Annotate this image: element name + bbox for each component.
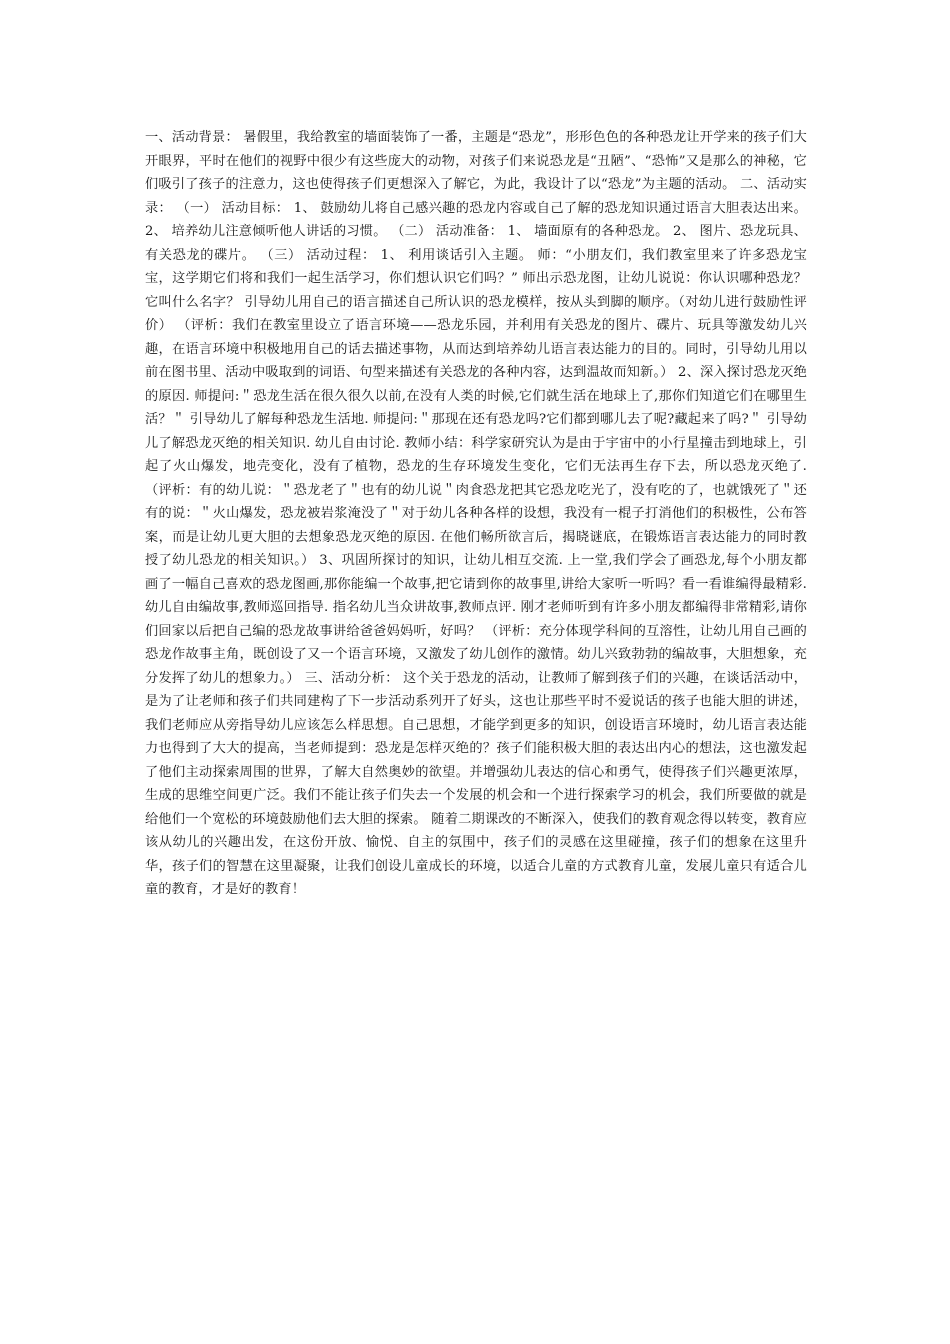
document-body [145, 126, 807, 902]
body-paragraph: 一、活动背景： 暑假里，我给教室的墙面装饰了一番，主题是“恐龙”，形形色色的各种恐龙让开学来的孩子们大开眼界，平时在他们的视野中很少有这些庞大的动物，对孩子们来说恐龙是“丑陋”、“恐怖”又是那么的神秘，它们吸引了孩子的注意力，这也使得孩子们更想深入了解它，为此，我设计了以“恐龙”为主题的活动。 二、活动实录： （一） 活动目标： 1、 鼓励幼儿将自己感兴趣的恐龙内容或自己了解的恐龙知识通过语言大胆表达出来。 2、 培养幼儿注意倾听他人讲话的习惯。 （二） 活动准备： 1、 墙面原有的各种恐龙。 2、 图片、恐龙玩具、有关恐龙的碟片。 （三） 活动过程： 1、 利用谈话引入主题。 师：“小朋友们，我们教室里来了许多恐龙宝宝，这学期它们将和我们一起生活学习，你们想认识它们吗？” 师出示恐龙图，让幼儿说说：你认识哪种恐龙？它叫什么名字？ 引导幼儿用自己的语言描述自己所认识的恐龙模样，按从头到脚的顺序。（对幼儿进行鼓励性评价） （评析：我们在教室里设立了语言环境——恐龙乐园，并利用有关恐龙的图片、碟片、玩具等激发幼儿兴趣，在语言环境中积极地用自己的话去描述事物，从而达到培养幼儿语言表达能力的目的。同时，引导幼儿用以前在图书里、活动中吸取到的词语、句型来描述有关恐龙的各种内容，达到温故而知新。） 2、深入探讨恐龙灭绝的原因. 师提问:＂恐龙生活在很久很久以前,在没有人类的时候,它们就生活在地球上了,那你们知道它们在哪里生活？＂ 引导幼儿了解每种恐龙生活地. 师提问:＂那现在还有恐龙吗?它们都到哪儿去了呢?藏起来了吗?＂ 引导幼儿了解恐龙灭绝的相关知识. 幼儿自由讨论. 教师小结：科学家研究认为是由于宇宙中的小行星撞击到地球上，引起了火山爆发，地壳变化，没有了植物，恐龙的生存环境发生变化，它们无法再生存下去，所以恐龙灭绝了. （评析：有的幼儿说：＂恐龙老了＂也有的幼儿说＂肉食恐龙把其它恐龙吃光了，没有吃的了，也就饿死了＂还有的说：＂火山爆发，恐龙被岩浆淹没了＂对于幼儿各种各样的设想，我没有一棍子打消他们的积极性，公布答案，而是让幼儿更大胆的去想象恐龙灭绝的原因. 在他们畅所欲言后，揭晓谜底，在锻炼语言表达能力的同时教授了幼儿恐龙的相关知识。） 3、巩固所探讨的知识，让幼儿相互交流. 上一堂,我们学会了画恐龙,每个小朋友都画了一幅自己喜欢的恐龙图画,那你能编一个故事,把它请到你的故事里,讲给大家听一听吗？看一看谁编得最精彩. 幼儿自由编故事,教师巡回指导. 指名幼儿当众讲故事,教师点评. 刚才老师听到有许多小朋友都编得非常精彩,请你们回家以后把自己编的恐龙故事讲给爸爸妈妈听，好吗？ （评析：充分体现学科间的互溶性，让幼儿用自己画的恐龙作故事主角，既创设了又一个语言环境，又激发了幼儿创作的激情。幼儿兴致勃勃的编故事，大胆想象，充分发挥了幼儿的想象力。） 三、活动分析： 这个关于恐龙的活动，让教师了解到孩子们的兴趣，在谈话活动中，是为了让老师和孩子们共同建构了下一步活动系列开了好头，这也让那些平时不爱说话的孩子也能大胆的讲述，我们老师应从旁指导幼儿应该怎么样思想。自己思想，才能学到更多的知识，创设语言环境时，幼儿语言表达能力也得到了大大的提高，当老师提到：恐龙是怎样灭绝的？孩子们能积极大胆的表达出内心的想法，这也激发起了他们主动探索周围的世界，了解大自然奥妙的欲望。并增强幼儿表达的信心和勇气，使得孩子们兴趣更浓厚，生成的思维空间更广泛。我们不能让孩子们失去一个发展的机会和一个进行探索学习的机会，我们所要做的就是给他们一个宽松的环境鼓励他们去大胆的探索。 随着二期课改的不断深入，使我们的教育观念得以转变，教育应该从幼儿的兴趣出发，在这份开放、愉悦、自主的氛围中，孩子们的灵感在这里碰撞，孩子们的想象在这里升华，孩子们的智慧在这里凝聚，让我们创设儿童成长的环境，以适合儿童的方式教育儿童，发展儿童只有适合儿童的教育，才是好的教育！ [145, 130, 807, 897]
